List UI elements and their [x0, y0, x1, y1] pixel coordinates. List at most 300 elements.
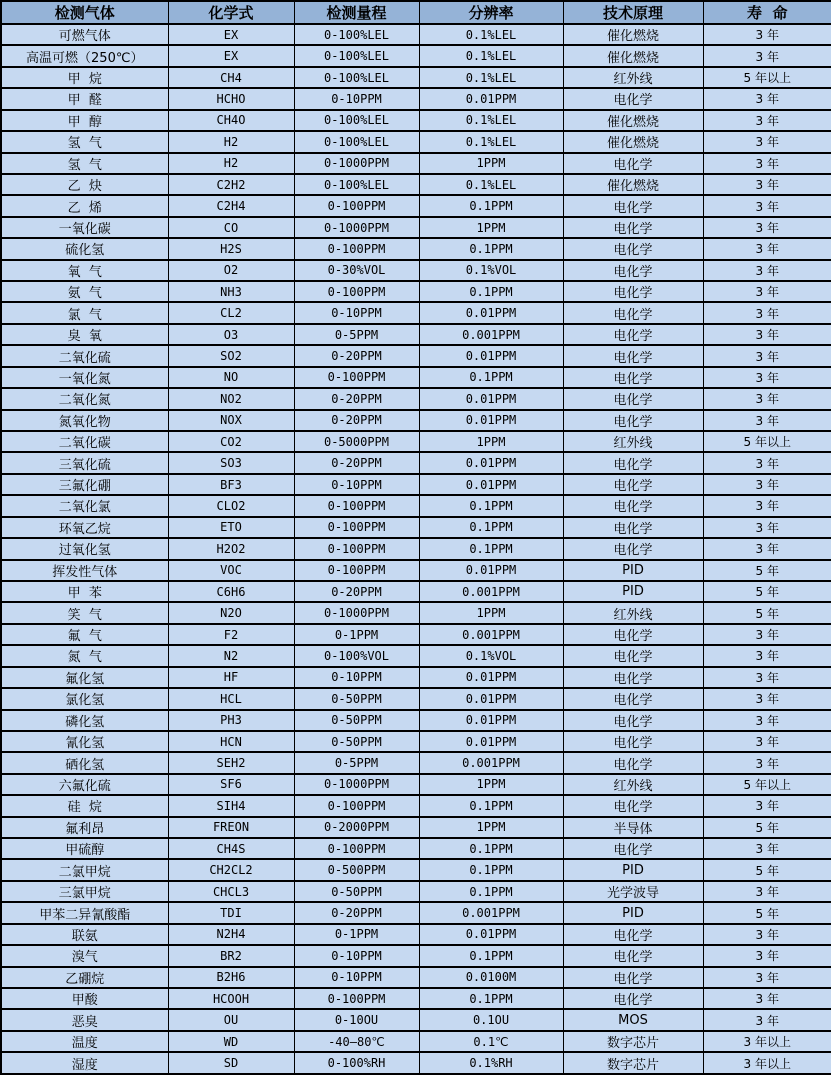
cell-formula: C2H4 — [168, 195, 294, 216]
cell-range: 0-100%RH — [294, 1052, 419, 1074]
cell-lifespan: 3 年 — [703, 538, 831, 559]
cell-formula: OU — [168, 1009, 294, 1030]
table-row — [1, 645, 831, 666]
cell-principle: 电化学 — [563, 410, 703, 431]
cell-resolution: 0.1PPM — [419, 281, 563, 302]
cell-principle: 红外线 — [563, 431, 703, 452]
cell-principle: 电化学 — [563, 945, 703, 966]
column-header-lifespan: 寿 命 — [703, 1, 831, 24]
cell-lifespan: 3 年 — [703, 345, 831, 366]
cell-formula: BR2 — [168, 945, 294, 966]
cell-lifespan: 3 年 — [703, 667, 831, 688]
cell-principle: 催化燃烧 — [563, 45, 703, 66]
cell-formula: ETO — [168, 517, 294, 538]
cell-gas: 硫化氢 — [1, 238, 168, 259]
cell-gas: 六氟化硫 — [1, 774, 168, 795]
table-row — [1, 217, 831, 238]
cell-range: 0-30%VOL — [294, 260, 419, 281]
cell-range: 0-100%LEL — [294, 45, 419, 66]
table-row — [1, 581, 831, 602]
cell-principle: 电化学 — [563, 710, 703, 731]
cell-resolution: 0.01PPM — [419, 88, 563, 109]
cell-principle: 电化学 — [563, 624, 703, 645]
cell-gas: 过氧化氢 — [1, 538, 168, 559]
cell-gas: 高温可燃（250℃） — [1, 45, 168, 66]
cell-range: 0-1000PPM — [294, 153, 419, 174]
table-row — [1, 174, 831, 195]
cell-lifespan: 3 年 — [703, 645, 831, 666]
cell-gas: 笑 气 — [1, 602, 168, 623]
cell-lifespan: 3 年 — [703, 838, 831, 859]
cell-range: 0-100PPM — [294, 367, 419, 388]
table-row — [1, 624, 831, 645]
cell-resolution: 0.01PPM — [419, 474, 563, 495]
cell-resolution: 0.1PPM — [419, 988, 563, 1009]
cell-resolution: 0.001PPM — [419, 624, 563, 645]
cell-principle: 电化学 — [563, 988, 703, 1009]
cell-gas: 联氨 — [1, 924, 168, 945]
cell-formula: SF6 — [168, 774, 294, 795]
cell-lifespan: 3 年 — [703, 153, 831, 174]
cell-range: 0-100PPM — [294, 838, 419, 859]
cell-resolution: 0.01PPM — [419, 667, 563, 688]
cell-gas: 硒化氢 — [1, 752, 168, 773]
cell-range: 0-100%LEL — [294, 174, 419, 195]
cell-gas: 乙硼烷 — [1, 967, 168, 988]
cell-resolution: 0.1PPM — [419, 881, 563, 902]
cell-resolution: 0.1%LEL — [419, 67, 563, 88]
cell-formula: CH4O — [168, 110, 294, 131]
cell-resolution: 0.1PPM — [419, 859, 563, 880]
cell-gas: 氧 气 — [1, 260, 168, 281]
cell-gas: 二氧化氯 — [1, 495, 168, 516]
cell-lifespan: 3 年以上 — [703, 1052, 831, 1074]
cell-formula: O3 — [168, 324, 294, 345]
cell-resolution: 0.001PPM — [419, 752, 563, 773]
cell-formula: H2 — [168, 153, 294, 174]
cell-lifespan: 3 年 — [703, 281, 831, 302]
cell-resolution: 0.1%LEL — [419, 131, 563, 152]
cell-resolution: 0.1%RH — [419, 1052, 563, 1074]
cell-formula: CH4S — [168, 838, 294, 859]
cell-principle: 催化燃烧 — [563, 110, 703, 131]
cell-range: 0-100PPM — [294, 538, 419, 559]
table-row — [1, 924, 831, 945]
cell-range: 0-100PPM — [294, 560, 419, 581]
cell-principle: 数字芯片 — [563, 1031, 703, 1052]
cell-resolution: 1PPM — [419, 602, 563, 623]
cell-gas: 温度 — [1, 1031, 168, 1052]
cell-principle: 催化燃烧 — [563, 174, 703, 195]
cell-lifespan: 5 年 — [703, 560, 831, 581]
cell-resolution: 0.01PPM — [419, 560, 563, 581]
cell-resolution: 0.1PPM — [419, 195, 563, 216]
cell-formula: SIH4 — [168, 795, 294, 816]
column-header-formula: 化学式 — [168, 1, 294, 24]
cell-range: 0-20PPM — [294, 388, 419, 409]
cell-lifespan: 3 年 — [703, 988, 831, 1009]
cell-gas: 氯化氢 — [1, 688, 168, 709]
cell-formula: H2S — [168, 238, 294, 259]
table-row — [1, 110, 831, 131]
cell-principle: 电化学 — [563, 324, 703, 345]
cell-formula: NH3 — [168, 281, 294, 302]
cell-formula: WD — [168, 1031, 294, 1052]
cell-lifespan: 3 年 — [703, 924, 831, 945]
table-row — [1, 324, 831, 345]
cell-gas: 二氧化氮 — [1, 388, 168, 409]
cell-resolution: 0.1PPM — [419, 538, 563, 559]
cell-resolution: 0.1℃ — [419, 1031, 563, 1052]
table-row — [1, 260, 831, 281]
cell-principle: 电化学 — [563, 645, 703, 666]
column-header-gas: 检测气体 — [1, 1, 168, 24]
cell-formula: TDI — [168, 902, 294, 923]
cell-range: 0-100%LEL — [294, 131, 419, 152]
cell-gas: 恶臭 — [1, 1009, 168, 1030]
cell-resolution: 0.01PPM — [419, 924, 563, 945]
cell-gas: 甲 苯 — [1, 581, 168, 602]
table-row — [1, 881, 831, 902]
cell-principle: 红外线 — [563, 67, 703, 88]
cell-principle: PID — [563, 859, 703, 880]
cell-formula: SO2 — [168, 345, 294, 366]
cell-resolution: 0.1%LEL — [419, 24, 563, 45]
cell-resolution: 0.1PPM — [419, 838, 563, 859]
table-row — [1, 795, 831, 816]
cell-lifespan: 3 年 — [703, 881, 831, 902]
cell-formula: CH2CL2 — [168, 859, 294, 880]
cell-formula: SD — [168, 1052, 294, 1074]
cell-lifespan: 5 年 — [703, 902, 831, 923]
cell-lifespan: 3 年 — [703, 624, 831, 645]
cell-resolution: 0.01PPM — [419, 688, 563, 709]
cell-lifespan: 3 年 — [703, 260, 831, 281]
cell-resolution: 1PPM — [419, 431, 563, 452]
cell-range: 0-2000PPM — [294, 817, 419, 838]
cell-lifespan: 3 年以上 — [703, 1031, 831, 1052]
cell-range: 0-5PPM — [294, 752, 419, 773]
cell-gas: 磷化氢 — [1, 710, 168, 731]
cell-principle: 红外线 — [563, 602, 703, 623]
cell-resolution: 0.01PPM — [419, 302, 563, 323]
cell-range: 0-100PPM — [294, 238, 419, 259]
cell-formula: BF3 — [168, 474, 294, 495]
cell-formula: CLO2 — [168, 495, 294, 516]
table-row — [1, 752, 831, 773]
cell-lifespan: 3 年 — [703, 174, 831, 195]
cell-formula: CHCL3 — [168, 881, 294, 902]
cell-lifespan: 3 年 — [703, 302, 831, 323]
cell-gas: 三氯甲烷 — [1, 881, 168, 902]
table-row — [1, 560, 831, 581]
cell-lifespan: 3 年 — [703, 688, 831, 709]
cell-principle: 催化燃烧 — [563, 131, 703, 152]
cell-gas: 三氟化硼 — [1, 474, 168, 495]
cell-gas: 乙 烯 — [1, 195, 168, 216]
cell-range: 0-20PPM — [294, 452, 419, 473]
cell-gas: 溴气 — [1, 945, 168, 966]
cell-range: 0-100%VOL — [294, 645, 419, 666]
cell-resolution: 0.1OU — [419, 1009, 563, 1030]
cell-range: 0-5000PPM — [294, 431, 419, 452]
cell-gas: 甲 醛 — [1, 88, 168, 109]
header-row — [1, 1, 831, 24]
cell-gas: 氮 气 — [1, 645, 168, 666]
cell-principle: PID — [563, 581, 703, 602]
cell-principle: 电化学 — [563, 153, 703, 174]
cell-gas: 甲酸 — [1, 988, 168, 1009]
cell-resolution: 0.01PPM — [419, 345, 563, 366]
cell-range: 0-100PPM — [294, 281, 419, 302]
cell-gas: 可燃气体 — [1, 24, 168, 45]
cell-gas: 三氧化硫 — [1, 452, 168, 473]
cell-resolution: 1PPM — [419, 153, 563, 174]
cell-resolution: 0.1PPM — [419, 367, 563, 388]
cell-range: 0-50PPM — [294, 688, 419, 709]
cell-formula: SO3 — [168, 452, 294, 473]
cell-range: 0-20PPM — [294, 345, 419, 366]
table-row — [1, 281, 831, 302]
cell-gas: 一氧化氮 — [1, 367, 168, 388]
cell-range: -40—80℃ — [294, 1031, 419, 1052]
cell-resolution: 0.1PPM — [419, 238, 563, 259]
cell-resolution: 0.01PPM — [419, 452, 563, 473]
cell-principle: 数字芯片 — [563, 1052, 703, 1074]
cell-formula: NO — [168, 367, 294, 388]
cell-principle: 电化学 — [563, 517, 703, 538]
cell-resolution: 0.01PPM — [419, 410, 563, 431]
cell-formula: CL2 — [168, 302, 294, 323]
table-row — [1, 388, 831, 409]
cell-range: 0-100PPM — [294, 988, 419, 1009]
cell-resolution: 0.001PPM — [419, 581, 563, 602]
cell-principle: 催化燃烧 — [563, 24, 703, 45]
cell-formula: HCOOH — [168, 988, 294, 1009]
table-header — [1, 1, 831, 24]
cell-range: 0-20PPM — [294, 902, 419, 923]
table-row — [1, 710, 831, 731]
cell-range: 0-50PPM — [294, 710, 419, 731]
cell-gas: 二氯甲烷 — [1, 859, 168, 880]
cell-resolution: 0.0100M — [419, 967, 563, 988]
cell-formula: N2H4 — [168, 924, 294, 945]
cell-principle: 电化学 — [563, 367, 703, 388]
cell-formula: VOC — [168, 560, 294, 581]
cell-formula: F2 — [168, 624, 294, 645]
cell-gas: 甲 醇 — [1, 110, 168, 131]
table-row — [1, 67, 831, 88]
cell-range: 0-100PPM — [294, 795, 419, 816]
table-row — [1, 1009, 831, 1030]
cell-lifespan: 3 年 — [703, 88, 831, 109]
cell-lifespan: 3 年 — [703, 110, 831, 131]
cell-range: 0-10PPM — [294, 945, 419, 966]
cell-lifespan: 3 年 — [703, 195, 831, 216]
cell-lifespan: 3 年 — [703, 1009, 831, 1030]
table-row — [1, 410, 831, 431]
cell-resolution: 0.1%LEL — [419, 110, 563, 131]
column-header-principle: 技术原理 — [563, 1, 703, 24]
cell-range: 0-10OU — [294, 1009, 419, 1030]
cell-lifespan: 3 年 — [703, 410, 831, 431]
cell-lifespan: 3 年 — [703, 495, 831, 516]
cell-lifespan: 3 年 — [703, 45, 831, 66]
table-row — [1, 1052, 831, 1074]
cell-resolution: 1PPM — [419, 217, 563, 238]
cell-resolution: 0.001PPM — [419, 324, 563, 345]
cell-formula: H2O2 — [168, 538, 294, 559]
cell-lifespan: 3 年 — [703, 945, 831, 966]
cell-principle: 电化学 — [563, 924, 703, 945]
cell-range: 0-10PPM — [294, 474, 419, 495]
table-row — [1, 474, 831, 495]
cell-range: 0-10PPM — [294, 88, 419, 109]
table-row — [1, 688, 831, 709]
cell-gas: 氮氧化物 — [1, 410, 168, 431]
cell-lifespan: 5 年以上 — [703, 431, 831, 452]
cell-formula: HF — [168, 667, 294, 688]
cell-resolution: 0.01PPM — [419, 710, 563, 731]
cell-principle: 电化学 — [563, 195, 703, 216]
cell-gas: 乙 炔 — [1, 174, 168, 195]
table-row — [1, 667, 831, 688]
cell-formula: HCL — [168, 688, 294, 709]
cell-lifespan: 5 年 — [703, 859, 831, 880]
cell-principle: 电化学 — [563, 388, 703, 409]
cell-lifespan: 5 年以上 — [703, 67, 831, 88]
cell-gas: 氢 气 — [1, 131, 168, 152]
cell-lifespan: 3 年 — [703, 452, 831, 473]
cell-principle: 电化学 — [563, 238, 703, 259]
table-row — [1, 302, 831, 323]
cell-principle: 电化学 — [563, 667, 703, 688]
table-row — [1, 902, 831, 923]
column-header-resolution: 分辨率 — [419, 1, 563, 24]
cell-formula: SEH2 — [168, 752, 294, 773]
cell-principle: PID — [563, 560, 703, 581]
cell-formula: NO2 — [168, 388, 294, 409]
cell-formula: HCHO — [168, 88, 294, 109]
cell-lifespan: 3 年 — [703, 710, 831, 731]
table-row — [1, 817, 831, 838]
cell-lifespan: 5 年 — [703, 602, 831, 623]
cell-resolution: 0.1PPM — [419, 795, 563, 816]
cell-gas: 氯 气 — [1, 302, 168, 323]
cell-gas: 氟 气 — [1, 624, 168, 645]
cell-range: 0-20PPM — [294, 581, 419, 602]
cell-range: 0-100PPM — [294, 195, 419, 216]
cell-lifespan: 5 年以上 — [703, 774, 831, 795]
table-row — [1, 774, 831, 795]
cell-lifespan: 3 年 — [703, 388, 831, 409]
cell-formula: CO2 — [168, 431, 294, 452]
cell-lifespan: 3 年 — [703, 752, 831, 773]
cell-resolution: 0.1%VOL — [419, 260, 563, 281]
table-row — [1, 967, 831, 988]
cell-gas: 氟利昂 — [1, 817, 168, 838]
cell-lifespan: 3 年 — [703, 324, 831, 345]
column-header-range: 检测量程 — [294, 1, 419, 24]
cell-principle: 电化学 — [563, 795, 703, 816]
cell-formula: NOX — [168, 410, 294, 431]
table-row — [1, 195, 831, 216]
table-row — [1, 495, 831, 516]
cell-lifespan: 3 年 — [703, 474, 831, 495]
table-row — [1, 367, 831, 388]
cell-lifespan: 3 年 — [703, 517, 831, 538]
cell-range: 0-100PPM — [294, 517, 419, 538]
cell-principle: 电化学 — [563, 731, 703, 752]
table-row — [1, 345, 831, 366]
cell-principle: 电化学 — [563, 495, 703, 516]
cell-lifespan: 3 年 — [703, 238, 831, 259]
cell-range: 0-100%LEL — [294, 24, 419, 45]
cell-principle: 电化学 — [563, 260, 703, 281]
cell-resolution: 0.1PPM — [419, 495, 563, 516]
cell-principle: 电化学 — [563, 752, 703, 773]
cell-principle: 半导体 — [563, 817, 703, 838]
cell-principle: 电化学 — [563, 452, 703, 473]
table-row — [1, 431, 831, 452]
cell-formula: B2H6 — [168, 967, 294, 988]
table-row — [1, 238, 831, 259]
cell-range: 0-1PPM — [294, 624, 419, 645]
cell-gas: 甲 烷 — [1, 67, 168, 88]
table-row — [1, 452, 831, 473]
cell-gas: 甲苯二异氰酸酯 — [1, 902, 168, 923]
table-row — [1, 859, 831, 880]
cell-principle: 电化学 — [563, 688, 703, 709]
table-body — [1, 24, 831, 1074]
table-row — [1, 131, 831, 152]
cell-resolution: 0.1PPM — [419, 517, 563, 538]
cell-resolution: 0.001PPM — [419, 902, 563, 923]
table-row — [1, 24, 831, 45]
cell-range: 0-1PPM — [294, 924, 419, 945]
table-row — [1, 517, 831, 538]
cell-principle: 光学波导 — [563, 881, 703, 902]
cell-formula: H2 — [168, 131, 294, 152]
cell-range: 0-20PPM — [294, 410, 419, 431]
cell-formula: CO — [168, 217, 294, 238]
cell-principle: 电化学 — [563, 538, 703, 559]
cell-formula: C6H6 — [168, 581, 294, 602]
cell-formula: EX — [168, 45, 294, 66]
cell-formula: O2 — [168, 260, 294, 281]
cell-gas: 甲硫醇 — [1, 838, 168, 859]
cell-lifespan: 3 年 — [703, 217, 831, 238]
cell-principle: 电化学 — [563, 302, 703, 323]
cell-formula: PH3 — [168, 710, 294, 731]
cell-range: 0-1000PPM — [294, 602, 419, 623]
cell-lifespan: 3 年 — [703, 967, 831, 988]
table-row — [1, 731, 831, 752]
table-row — [1, 153, 831, 174]
cell-principle: 电化学 — [563, 474, 703, 495]
cell-principle: 电化学 — [563, 967, 703, 988]
table-row — [1, 988, 831, 1009]
cell-principle: 电化学 — [563, 838, 703, 859]
cell-range: 0-100PPM — [294, 495, 419, 516]
cell-principle: MOS — [563, 1009, 703, 1030]
cell-formula: FREON — [168, 817, 294, 838]
cell-resolution: 0.1%LEL — [419, 174, 563, 195]
cell-gas: 一氧化碳 — [1, 217, 168, 238]
cell-gas: 二氧化碳 — [1, 431, 168, 452]
cell-gas: 臭 氧 — [1, 324, 168, 345]
cell-principle: 电化学 — [563, 345, 703, 366]
